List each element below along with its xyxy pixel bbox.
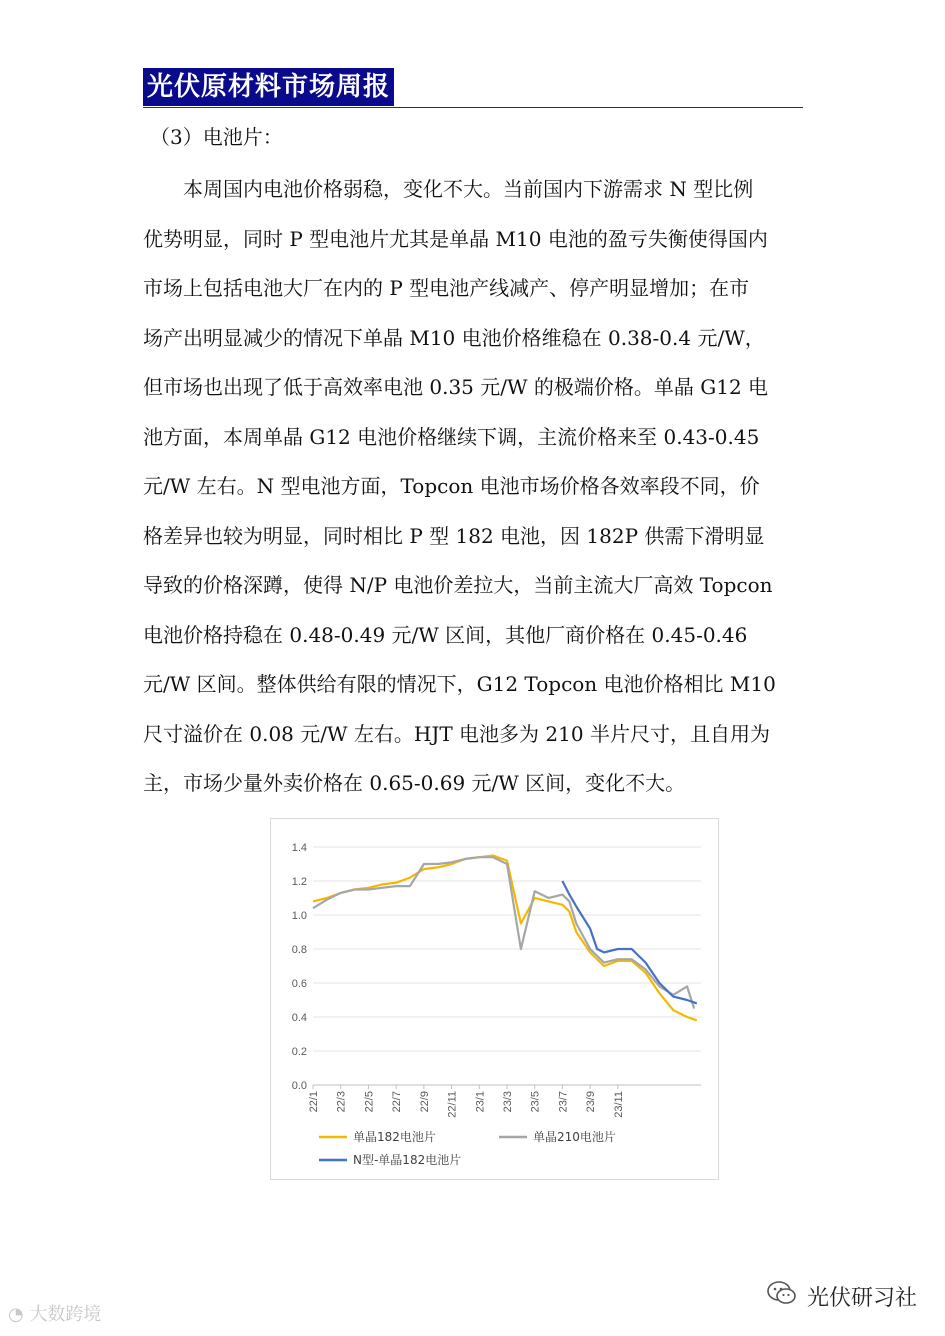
report-header-title: 光伏原材料市场周报 <box>143 68 394 106</box>
series-line <box>313 857 694 1008</box>
brand-signature <box>767 1280 917 1312</box>
paragraph-line: 池方面，本周单晶 G12 电池价格继续下调，主流价格来至 0.43-0.45 <box>143 424 760 449</box>
x-tick-label: 22/7 <box>391 1091 404 1113</box>
paragraph-line: 尺寸溢价在 0.08 元/W 左右。HJT 电池多为 210 半片尺寸，且自用为 <box>143 721 770 746</box>
y-tick-label: 1.0 <box>291 910 307 922</box>
x-tick-label: 22/3 <box>335 1091 348 1113</box>
legend-label: 单晶182电池片 <box>353 1130 436 1144</box>
legend-label: N型-单晶182电池片 <box>353 1153 462 1167</box>
paragraph-line: 格差异也较为明显，同时相比 P 型 182 电池，因 182P 供需下滑明显 <box>143 523 765 548</box>
watermark <box>8 1300 101 1326</box>
watermark-logo-icon: ◔ <box>8 1304 30 1325</box>
paragraph-line: 市场上包括电池大厂在内的 P 型电池产线减产、停产明显增加；在市 <box>143 276 750 300</box>
legend-label: 单晶210电池片 <box>533 1130 616 1144</box>
paragraph-line: 元/W 左右。N 型电池方面，Topcon 电池市场价格各效率段不同，价 <box>143 474 760 498</box>
series-line <box>313 856 697 1021</box>
paragraph-line: 优势明显，同时 P 型电池片尤其是单晶 M10 电池的盈亏失衡使得国内 <box>143 226 768 251</box>
wechat-icon <box>767 1280 797 1312</box>
x-tick-label: 23/11 <box>612 1091 625 1118</box>
x-tick-label: 23/3 <box>502 1091 514 1113</box>
watermark-text: 大数跨境 <box>29 1304 102 1325</box>
x-tick-label: 22/11 <box>446 1091 459 1118</box>
header-divider <box>143 107 803 108</box>
x-tick-label: 23/1 <box>474 1091 487 1113</box>
y-tick-label: 0.0 <box>291 1080 307 1092</box>
paragraph-line: 导致的价格深蹲，使得 N/P 电池价差拉大，当前主流大厂高效 Topcon <box>143 573 773 597</box>
x-tick-label: 23/5 <box>529 1091 542 1113</box>
x-tick-label: 22/1 <box>308 1091 320 1113</box>
y-tick-label: 0.4 <box>291 1012 307 1024</box>
paragraph-line: 主，市场少量外卖价格在 0.65-0.69 元/W 区间，变化不大。 <box>143 771 686 795</box>
paragraph-line: 本周国内电池价格弱稳，变化不大。当前国内下游需求 N 型比例 <box>143 177 754 201</box>
y-tick-label: 1.2 <box>291 876 307 888</box>
body-paragraph <box>143 165 803 809</box>
section-title: （3）电池片： <box>150 125 283 149</box>
y-tick-label: 0.8 <box>291 944 307 956</box>
y-tick-label: 0.2 <box>291 1046 307 1058</box>
y-tick-label: 0.6 <box>291 978 307 990</box>
brand-name: 光伏研习社 <box>806 1285 917 1311</box>
paragraph-line: 电池价格持稳在 0.48-0.49 元/W 区间，其他厂商价格在 0.45-0.46 <box>143 622 748 647</box>
paragraph-line: 元/W 区间。整体供给有限的情况下，G12 Topcon 电池价格相比 M10 <box>143 672 776 696</box>
x-tick-label: 23/9 <box>585 1091 598 1113</box>
line-chart-svg <box>271 819 718 1179</box>
x-tick-label: 22/5 <box>363 1091 376 1113</box>
y-tick-label: 1.4 <box>291 842 307 854</box>
paragraph-line: 但市场也出现了低于高效率电池 0.35 元/W 的极端价格。单晶 G12 电 <box>143 375 769 399</box>
paragraph-line: 场产出明显减少的情况下单晶 M10 电池价格维稳在 0.38-0.4 元/W， <box>143 325 765 350</box>
x-tick-label: 23/7 <box>557 1091 570 1113</box>
x-tick-label: 22/9 <box>418 1091 431 1113</box>
cell-price-chart <box>270 818 719 1180</box>
